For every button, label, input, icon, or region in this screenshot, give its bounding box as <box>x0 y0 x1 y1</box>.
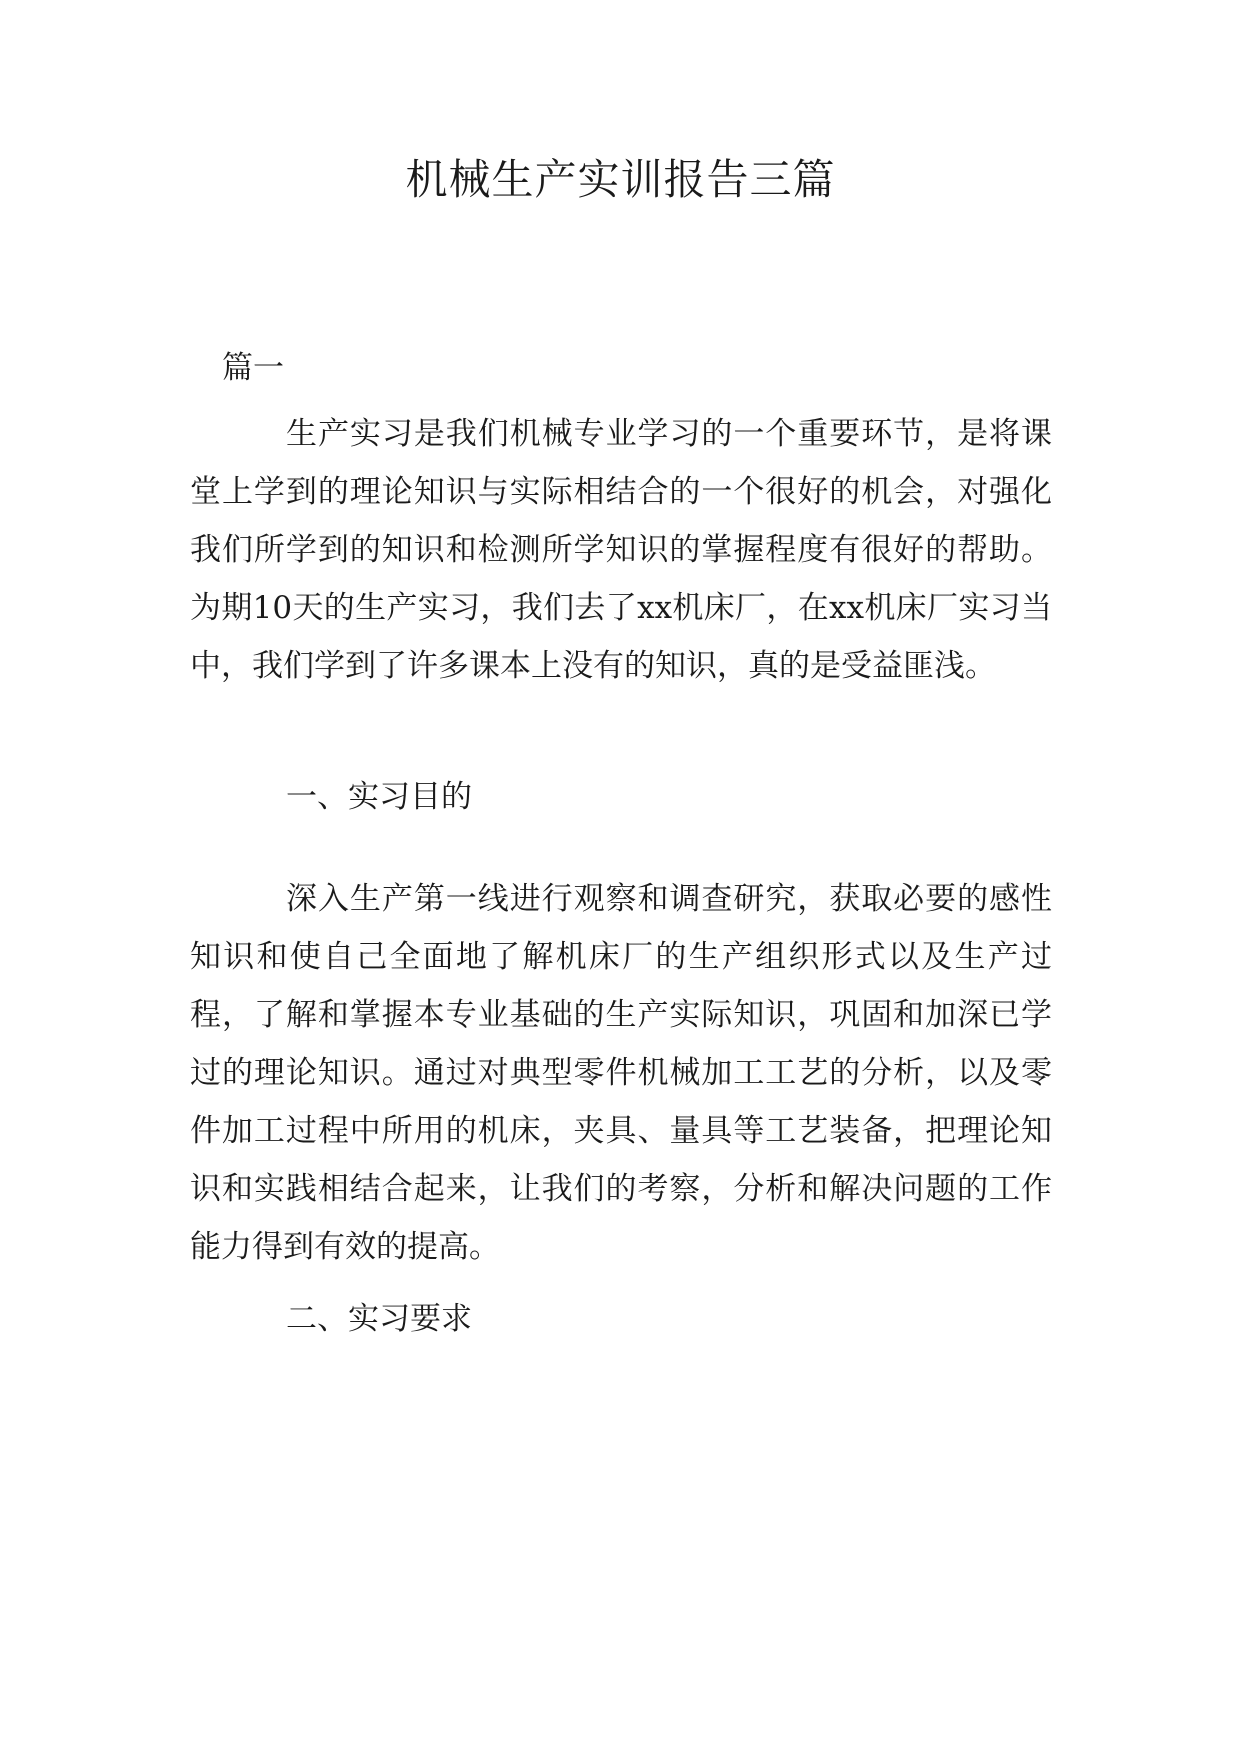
section-2-heading: 二、实习要求 <box>286 1301 472 1337</box>
intro-paragraph: 生产实习是我们机械专业学习的一个重要环节，是将课堂上学到的理论知识与实际相结合的一个很好的机会，对强化我们所学到的知识和检测所学知识的掌握程度有很好的帮助。为期10天的生产实习，我们去了xx机床厂，在xx机床厂实习当中，我们学到了许多课本上没有的知识，真的是受益匪浅。 <box>190 416 1052 684</box>
part-label: 篇一 <box>222 350 284 386</box>
section-1-body: 深入生产第一线进行观察和调查研究，获取必要的感性知识和使自己全面地了解机床厂的生产组织形式以及生产过程，了解和掌握本专业基础的生产实际知识，巩固和加深已学过的理论知识。通过对典型零件机械加工工艺的分析，以及零件加工过程中所用的机床，夹具、量具等工艺装备，把理论知识和实践相结合起来，让我们的考察，分析和解决问题的工作能力得到有效的提高。 <box>190 881 1052 1265</box>
section-1-heading: 一、实习目的 <box>286 779 472 815</box>
document-title: 机械生产实训报告三篇 <box>405 155 836 204</box>
